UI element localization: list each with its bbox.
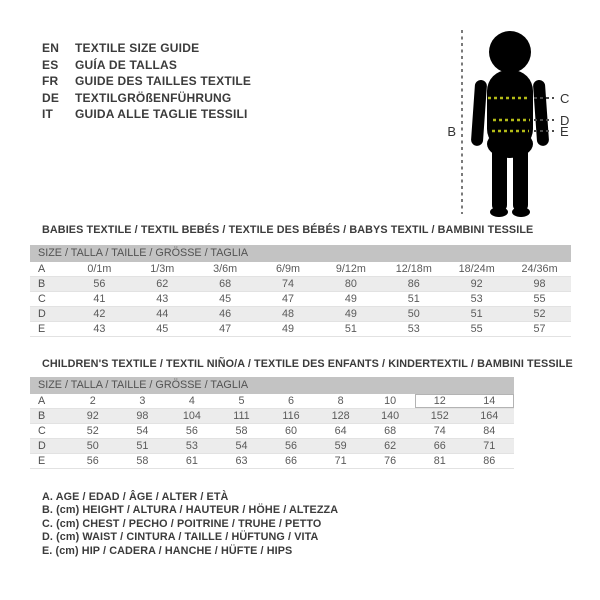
table-cell: 10 [384, 395, 397, 407]
row-label: E [38, 323, 46, 335]
table-cell: 62 [384, 440, 397, 452]
language-list [42, 40, 251, 123]
table-cell: 49 [282, 323, 295, 335]
table-cell: 55 [470, 323, 483, 335]
table-cell: 86 [407, 278, 420, 290]
table-cell: 53 [185, 440, 198, 452]
table-cell: 62 [156, 278, 169, 290]
table-row-B [30, 409, 514, 424]
babies-section-title: BABIES TEXTILE / TEXTIL BEBÉS / TEXTILE DES BÉBÉS / BABYS TEXTIL / BAMBINI TESSILE [42, 224, 534, 236]
table-cell: 92 [86, 410, 99, 422]
table-cell: 71 [483, 440, 496, 452]
table-cell: 57 [533, 323, 546, 335]
height-label: B [447, 124, 456, 139]
row-label: A [38, 395, 46, 407]
table-row-C [30, 292, 571, 307]
language-title: GUIDA ALLE TAGLIE TESSILI [75, 107, 248, 122]
legend-row-waist: D. (cm) WAIST / CINTURA / TAILLE / HÜFTUNG / VITA [42, 531, 319, 544]
table-cell: 3/6m [213, 263, 238, 275]
row-label: B [38, 278, 46, 290]
language-code: IT [42, 107, 54, 122]
table-cell: 54 [235, 440, 248, 452]
table-cell: 2 [89, 395, 96, 407]
legend-row-chest: C. (cm) CHEST / PECHO / POITRINE / TRUHE / PETTO [42, 517, 322, 530]
language-title: TEXTILE SIZE GUIDE [75, 41, 200, 56]
table-cell: 111 [233, 410, 250, 422]
table-cell: 61 [185, 455, 198, 467]
language-row-it [42, 106, 251, 123]
table-cell: 47 [282, 293, 295, 305]
table-row-D [30, 439, 514, 454]
table-cell: 46 [219, 308, 232, 320]
table-cell: 42 [93, 308, 106, 320]
table-cell: 0/1m [87, 263, 112, 275]
table-cell: 58 [235, 425, 248, 437]
table-cell: 60 [285, 425, 298, 437]
table-cell: 58 [136, 455, 149, 467]
table-cell: 104 [182, 410, 201, 422]
table-cell: 54 [136, 425, 149, 437]
language-row-de [42, 90, 251, 107]
table-cell: 50 [86, 440, 99, 452]
table-cell: 74 [433, 425, 446, 437]
row-label: E [38, 455, 46, 467]
table-cell: 164 [480, 410, 499, 422]
table-cell: 49 [344, 308, 357, 320]
table-row-E [30, 322, 571, 337]
children-size-table [30, 377, 514, 469]
table-cell: 56 [285, 440, 298, 452]
table-cell: 12/18m [395, 263, 432, 275]
table-cell: 48 [282, 308, 295, 320]
size-table-header: SIZE / TALLA / TAILLE / GRÖSSE / TAGLIA [30, 377, 514, 394]
table-cell: 1/3m [150, 263, 175, 275]
row-label: D [38, 440, 46, 452]
table-cell: 56 [86, 455, 99, 467]
table-cell: 55 [533, 293, 546, 305]
table-cell: 51 [470, 308, 483, 320]
table-row-A [30, 394, 514, 409]
table-cell: 18/24m [458, 263, 495, 275]
table-cell: 140 [381, 410, 400, 422]
table-cell: 8 [337, 395, 344, 407]
table-cell: 14 [465, 394, 515, 408]
table-cell: 53 [470, 293, 483, 305]
table-cell: 66 [285, 455, 298, 467]
table-cell: 56 [93, 278, 106, 290]
table-cell: 52 [533, 308, 546, 320]
table-row-D [30, 307, 571, 322]
table-row-A [30, 262, 571, 277]
table-row-E [30, 454, 514, 469]
child-measurement-figure [430, 8, 590, 220]
table-cell: 116 [282, 410, 300, 422]
measurement-legend [42, 491, 338, 558]
table-cell: 68 [384, 425, 397, 437]
row-label: C [38, 293, 46, 305]
table-cell: 80 [344, 278, 357, 290]
legend-row-hip: E. (cm) HIP / CADERA / HANCHE / HÜFTE / HIPS [42, 544, 293, 557]
language-code: FR [42, 74, 59, 89]
table-cell: 43 [156, 293, 169, 305]
table-cell: 24/36m [521, 263, 558, 275]
language-row-en [42, 40, 251, 57]
table-cell: 6 [288, 395, 295, 407]
table-cell: 81 [433, 455, 446, 467]
table-cell: 45 [156, 323, 169, 335]
table-cell: 41 [93, 293, 106, 305]
table-cell: 64 [334, 425, 347, 437]
language-title: GUÍA DE TALLAS [75, 57, 178, 72]
chest-label: C [560, 91, 570, 106]
child-silhouette [471, 31, 550, 217]
table-cell: 98 [136, 410, 149, 422]
table-cell: 76 [384, 455, 397, 467]
table-cell: 45 [219, 293, 232, 305]
language-title: GUIDE DES TAILLES TEXTILE [75, 74, 252, 89]
table-cell: 63 [235, 455, 248, 467]
table-cell: 9/12m [335, 263, 366, 275]
table-cell: 12 [415, 394, 465, 408]
table-cell: 59 [334, 440, 347, 452]
table-cell: 53 [407, 323, 420, 335]
babies-size-table [30, 245, 571, 337]
table-cell: 71 [334, 455, 347, 467]
table-cell: 51 [344, 323, 357, 335]
language-code: EN [42, 41, 60, 56]
table-cell: 51 [407, 293, 420, 305]
table-cell: 92 [470, 278, 483, 290]
table-cell: 3 [139, 395, 146, 407]
table-cell: 6/9m [276, 263, 301, 275]
table-cell: 47 [219, 323, 232, 335]
child-figure-svg [430, 8, 590, 220]
row-label: D [38, 308, 46, 320]
table-row-B [30, 277, 571, 292]
waist-label: D [560, 113, 570, 128]
table-cell: 56 [185, 425, 198, 437]
row-label: C [38, 425, 46, 437]
hip-label: E [560, 124, 569, 139]
table-cell: 49 [344, 293, 357, 305]
language-title: TEXTILGRÖßENFÜHRUNG [75, 90, 232, 105]
language-code: ES [42, 57, 59, 72]
table-cell: 4 [188, 395, 195, 407]
row-label: A [38, 263, 46, 275]
table-cell: 74 [282, 278, 295, 290]
row-label: B [38, 410, 46, 422]
table-cell: 128 [331, 410, 350, 422]
table-cell: 68 [219, 278, 232, 290]
children-section-title: CHILDREN'S TEXTILE / TEXTIL NIÑO/A / TEXTILE DES ENFANTS / KINDERTEXTIL / BAMBINI TESSILE [42, 358, 573, 370]
table-cell: 152 [430, 410, 449, 422]
language-row-fr [42, 73, 251, 90]
legend-row-height: B. (cm) HEIGHT / ALTURA / HAUTEUR / HÖHE / ALTEZZA [42, 504, 339, 517]
table-cell: 50 [407, 308, 420, 320]
table-cell: 5 [238, 395, 245, 407]
legend-row-age: A. AGE / EDAD / ÂGE / ALTER / ETÀ [42, 491, 229, 503]
table-cell: 51 [136, 440, 149, 452]
table-cell: 66 [433, 440, 446, 452]
table-cell: 52 [86, 425, 99, 437]
size-table-header: SIZE / TALLA / TAILLE / GRÖSSE / TAGLIA [30, 245, 571, 262]
table-cell: 43 [93, 323, 106, 335]
table-row-C [30, 424, 514, 439]
language-row-es [42, 57, 251, 74]
table-cell: 98 [533, 278, 546, 290]
language-code: DE [42, 90, 60, 105]
table-cell: 44 [156, 308, 169, 320]
table-cell: 84 [483, 425, 496, 437]
table-cell: 86 [483, 455, 496, 467]
